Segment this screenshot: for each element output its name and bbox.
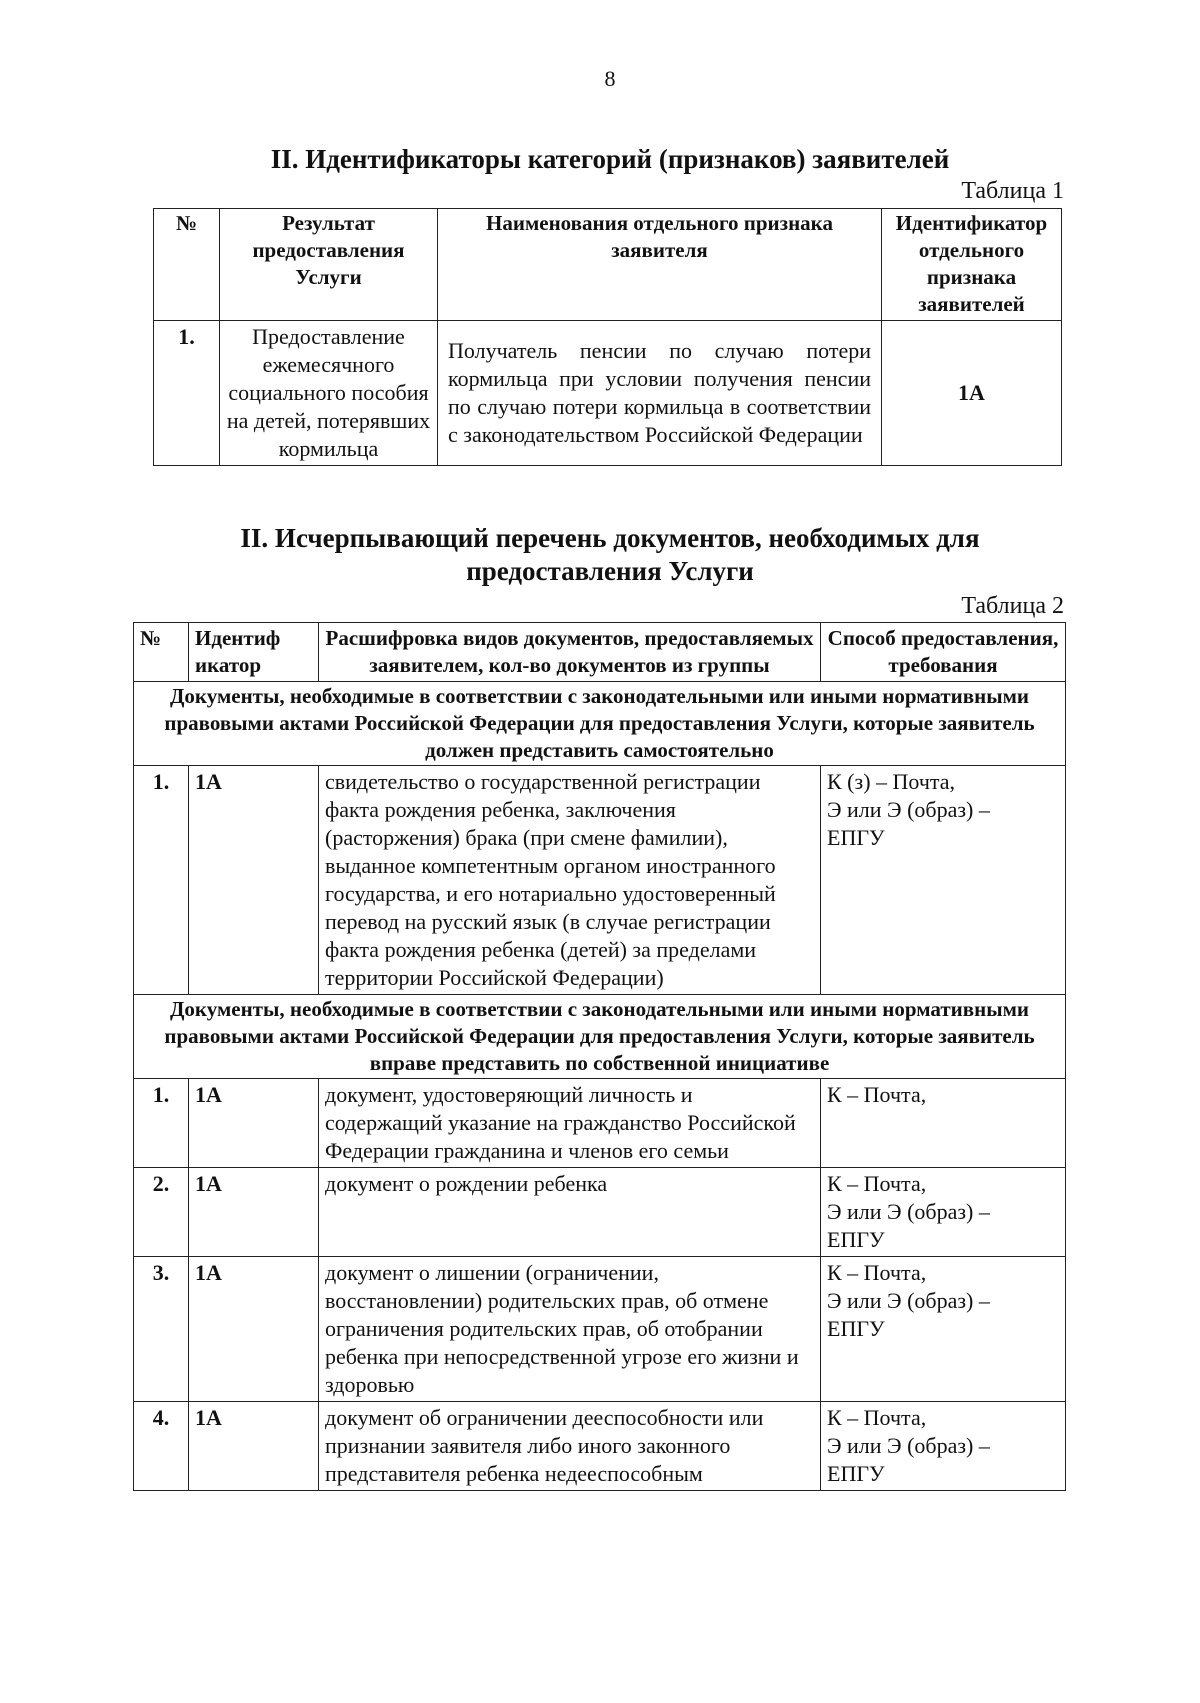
- cell-num: 4.: [134, 1402, 189, 1491]
- cell-num: 1.: [134, 766, 189, 995]
- cell-method: К – Почта,: [821, 1079, 1066, 1168]
- cell-result: Предоставление ежемесячного социального пособия на детей, потерявших кормильца: [220, 321, 438, 466]
- cell-method: К – Почта, Э или Э (образ) – ЕПГУ: [821, 1402, 1066, 1491]
- cell-identifier: 1А: [189, 1079, 319, 1168]
- header-result: Результат предоставления Услуги: [220, 209, 438, 321]
- header-identifier: Идентиф икатор: [189, 623, 319, 682]
- section-2-title: II. Исчерпывающий перечень документов, необходимых для предоставления Услуги: [240, 523, 980, 586]
- cell-identifier: 1А: [882, 321, 1062, 466]
- cell-identifier: 1А: [189, 1257, 319, 1402]
- table-row: [134, 1168, 1066, 1257]
- group-title-required: Документы, необходимые в соответствии с законодательными или иными нормативными правовыми актами Российской Федерации для предоставления Услуги, которые заявитель должен представить самостоятельно: [134, 682, 1066, 766]
- applicant-categories-table: [153, 208, 1062, 466]
- header-feature-name: Наименования отдельного признака заявителя: [438, 209, 882, 321]
- table-row: [134, 766, 1066, 995]
- cell-description: документ, удостоверяющий личность и содержащий указание на гражданство Российской Федерации гражданина и членов его семьи: [319, 1079, 821, 1168]
- cell-identifier: 1А: [189, 1168, 319, 1257]
- table-row: [134, 1079, 1066, 1168]
- cell-description: документ об ограничении дееспособности или признании заявителя либо иного законного представителя ребенка недееспособным: [319, 1402, 821, 1491]
- header-identifier: Идентификатор отдельного признака заявителей: [882, 209, 1062, 321]
- cell-num: 1.: [134, 1079, 189, 1168]
- header-description: Расшифровка видов документов, предоставляемых заявителем, кол-во документов из группы: [319, 623, 821, 682]
- table-header-row: [134, 623, 1066, 682]
- cell-num: 1.: [154, 321, 220, 466]
- header-num: №: [154, 209, 220, 321]
- page-number: 8: [604, 66, 616, 91]
- table-row: [134, 1257, 1066, 1402]
- table-header-row: [154, 209, 1062, 321]
- group-row-required: [134, 682, 1066, 766]
- table-2-caption: Таблица 2: [961, 593, 1064, 619]
- cell-method: К – Почта, Э или Э (образ) – ЕПГУ: [821, 1168, 1066, 1257]
- section-1-title: II. Идентификаторы категорий (признаков) заявителей: [270, 144, 950, 174]
- cell-description: свидетельство о государственной регистрации факта рождения ребенка, заключения (расторжения) брака (при смене фамилии), выданное компетентным органом иностранного государства, и его нотариально удостоверенный перевод на русский язык (в случае регистрации факта рождения ребенка (детей) за пределами территории Российской Федерации): [319, 766, 821, 995]
- header-num: №: [134, 623, 189, 682]
- table-1-caption: Таблица 1: [961, 178, 1064, 204]
- group-title-optional: Документы, необходимые в соответствии с законодательными или иными нормативными правовыми актами Российской Федерации для предоставления Услуги, которые заявитель вправе представить по собственной инициативе: [134, 995, 1066, 1079]
- cell-identifier: 1А: [189, 766, 319, 995]
- cell-method: К (з) – Почта, Э или Э (образ) – ЕПГУ: [821, 766, 1066, 995]
- header-method: Способ предоставления, требования: [821, 623, 1066, 682]
- documents-table: [133, 622, 1066, 1491]
- group-row-optional: [134, 995, 1066, 1079]
- table-row: [134, 1402, 1066, 1491]
- table-row: [154, 321, 1062, 466]
- cell-num: 3.: [134, 1257, 189, 1402]
- cell-description: документ о лишении (ограничении, восстановлении) родительских прав, об отмене ограничения родительских прав, об отобрании ребенка при непосредственной угрозе его жизни и здоровью: [319, 1257, 821, 1402]
- cell-num: 2.: [134, 1168, 189, 1257]
- cell-method: К – Почта, Э или Э (образ) – ЕПГУ: [821, 1257, 1066, 1402]
- cell-identifier: 1А: [189, 1402, 319, 1491]
- cell-description: документ о рождении ребенка: [319, 1168, 821, 1257]
- cell-feature-name: Получатель пенсии по случаю потери кормильца при условии получения пенсии по случаю потери кормильца в соответствии с законодательством Российской Федерации: [438, 321, 882, 466]
